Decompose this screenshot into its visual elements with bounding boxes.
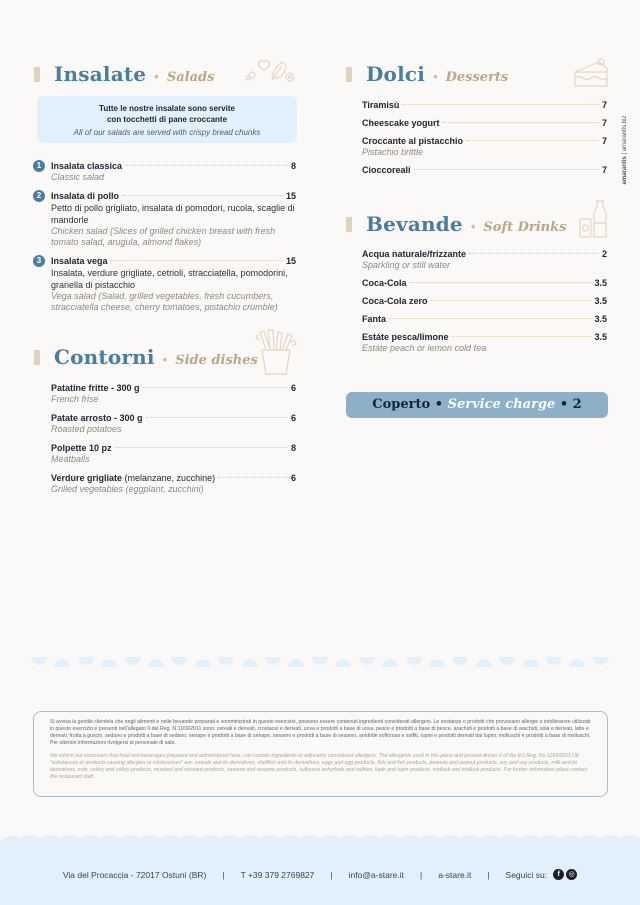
item-price: 8 <box>290 443 296 453</box>
item-price: 7 <box>601 118 607 128</box>
number-badge: 3 <box>33 255 45 267</box>
drinks-header <box>346 212 566 236</box>
title-dot: • <box>470 219 476 234</box>
item-english: French frise <box>51 394 99 404</box>
item-name: Insalata vega <box>51 256 108 266</box>
service-price: 2 <box>572 397 582 412</box>
salads-info-box <box>37 96 297 143</box>
cake-slice-icon <box>573 58 609 88</box>
item-description: Petto di pollo grigliato, insalata di pomodori, rucola, scaglie di mandorle <box>51 203 295 225</box>
salads-subtitle: Salads <box>166 70 215 85</box>
service-charge-banner <box>346 392 608 418</box>
item-price: 3.5 <box>594 296 607 306</box>
credit-url: amarantis.biz <box>622 115 628 152</box>
sides-header <box>34 345 258 369</box>
dot-leader <box>389 318 591 319</box>
desserts-list <box>362 99 607 183</box>
item-price: 7 <box>601 136 607 146</box>
item-name: Polpette 10 pz <box>51 443 112 453</box>
footer-email-link[interactable]: info@a-stare.it <box>348 869 405 880</box>
leaf-icon <box>244 58 298 86</box>
menu-item <box>362 135 607 158</box>
dot-leader <box>111 260 283 261</box>
info-line-1: Tutte le nostre insalate sono servite <box>99 104 235 113</box>
item-name: Croccante al pistacchio <box>362 136 464 146</box>
menu-item <box>362 117 607 129</box>
menu-item <box>51 382 296 405</box>
menu-item <box>362 313 607 325</box>
dot-leader <box>402 104 599 105</box>
info-line-2: con tocchetti di pane croccante <box>106 115 228 124</box>
service-it: Coperto <box>372 397 431 412</box>
separator-dot: • <box>434 397 444 412</box>
menu-item <box>36 255 296 313</box>
section-bar <box>346 67 352 82</box>
salads-title: Insalate <box>54 62 147 86</box>
dot-leader <box>218 477 288 478</box>
item-price: 3.5 <box>594 332 607 342</box>
menu-item <box>362 331 607 354</box>
item-english: Pistachio brittle <box>362 147 424 157</box>
dot-leader <box>469 253 599 254</box>
footer-website-link[interactable]: a-stare.it <box>438 869 472 880</box>
dot-leader <box>443 122 599 123</box>
facebook-icon[interactable]: f <box>553 869 564 880</box>
item-name: Patatine fritte - 300 g <box>51 383 140 393</box>
sides-title: Contorni <box>54 345 155 369</box>
item-english: Grilled vegetables (eggplant, zucchini) <box>51 484 204 494</box>
footer-phone[interactable]: T +39 379 2769827 <box>240 869 315 880</box>
item-english: Meatballs <box>51 454 90 464</box>
separator: | <box>420 869 423 880</box>
dot-leader <box>410 282 592 283</box>
footer-contact-row <box>0 869 640 880</box>
separator: | <box>330 869 333 880</box>
section-bar <box>34 350 40 365</box>
info-english: All of our salads are served with crispy bread chunks <box>73 128 261 137</box>
dot-leader <box>431 300 592 301</box>
menu-item <box>51 472 296 495</box>
salads-list <box>36 160 296 320</box>
item-price: 2 <box>601 249 607 259</box>
separator: | <box>222 869 225 880</box>
item-price: 8 <box>290 161 296 171</box>
french-fries-icon <box>254 328 298 376</box>
item-name: Coca-Cola <box>362 278 407 288</box>
menu-item <box>362 164 607 176</box>
item-name: Tiramisù <box>362 100 400 110</box>
footer-address: Via del Procaccia - 72017 Ostuni (BR) <box>62 869 207 880</box>
menu-item <box>36 160 296 183</box>
designer-credit: amarantis | amarantis.biz <box>622 115 628 185</box>
item-price: 3.5 <box>594 314 607 324</box>
title-dot: • <box>154 69 159 84</box>
item-english: Roasted potatoes <box>51 424 122 434</box>
sides-list <box>51 382 296 502</box>
item-price: 6 <box>290 413 296 423</box>
dot-leader <box>466 140 599 141</box>
item-english: Vega salad (Salad, grilled vegetables, fresh cucumbers, stracciatella cheese, cherry tomatoes, pistachio crumble) <box>51 291 278 312</box>
allergen-italian: Si avvisa la gentile clientela che negli alimenti e nelle bevande preparati e somministrati in questo esercizio, possono essere contenuti ingredienti considerati allergeni. Le sostanze o prodotti che provocano allergie o intolleranze utilizzati in questo esercizio e presenti nell'allegato II del Reg. N.1169/2011 sono: cereali e derivati, crostacei e derivati, uova e prodotti a base di uova, pesce e prodotti a base di pesce, arachidi e prodotti a base di arachidi, soia e derivati, latte e derivati, frutta a guscio, sedano e prodotti a base di sedano, senape e prodotti a base di senape, sesamo e prodotti a base di sesamo, anidride solforosa e solfiti, lupini e prodotti derivati dai lupini, molluschi e prodotti a base di molluschi. Per ulteriori informazioni rivolgersi al personale di sala. <box>50 719 591 746</box>
item-price: 6 <box>290 383 296 393</box>
credit-brand: amarantis <box>622 156 628 185</box>
bottle-can-icon <box>578 199 610 239</box>
item-name: Patate arrosto - 300 g <box>51 413 143 423</box>
follow-label: Seguici su: <box>505 869 548 880</box>
dot-leader <box>414 169 599 170</box>
item-name: Estáte pesca/limone <box>362 332 449 342</box>
menu-item <box>362 295 607 307</box>
item-description: Insalata, verdure grigliate, cetrioli, stracciatella, pomodorini, granella di pistacchio <box>51 268 288 290</box>
sides-subtitle: Side dishes <box>175 353 258 368</box>
wave-divider <box>0 832 640 842</box>
title-dot: • <box>162 352 168 367</box>
dot-leader <box>143 387 288 388</box>
dot-leader <box>146 417 288 418</box>
section-bar <box>346 217 352 232</box>
menu-item <box>51 442 296 465</box>
separator: | <box>487 869 490 880</box>
menu-item <box>51 412 296 435</box>
item-name: Cioccoreali <box>362 165 411 175</box>
dot-leader <box>122 195 283 196</box>
item-english: Estáte peach or lemon cold tea <box>362 343 487 353</box>
item-price: 7 <box>601 100 607 110</box>
item-name: Insalata di pollo <box>51 191 120 201</box>
number-badge: 1 <box>33 160 45 172</box>
item-price: 6 <box>290 473 296 483</box>
item-price: 15 <box>285 256 296 266</box>
desserts-title: Dolci <box>366 62 426 86</box>
item-name: Coca-Cola zero <box>362 296 428 306</box>
item-name: Insalata classica <box>51 161 123 171</box>
allergen-english: We inform our customers that food and beverages prepared and administered here, can contain ingredients or adjuvants considered allergens. The allergenic used in this place and present Annex II of the EU Reg. No.1169/2011 UE "substances or products causing allergies or intolerances" are: cereals and its derivatives, shellfish and its derivatives, eggs and egg products, fish and fish products, peanuts and peanut products, soy and soy products, milk and its derivatives, nuts, celery and celery products, mustard and mustard products, sesame and sesame products, sulfurous anhydride and sulfites, lupin and lupin products, mollusk and mollusk products. For further information plase contact the restaurant staff. <box>50 753 587 780</box>
allergen-notice <box>33 711 608 797</box>
number-badge: 2 <box>33 190 45 202</box>
item-price: 7 <box>601 165 607 175</box>
title-dot: • <box>433 69 438 84</box>
section-bar <box>34 67 40 82</box>
desserts-subtitle: Desserts <box>445 70 509 85</box>
item-name: Cheescake yogurt <box>362 118 440 128</box>
dot-leader <box>115 447 288 448</box>
footer <box>0 840 640 905</box>
drinks-list <box>362 248 607 361</box>
item-english: Sparkling or still water <box>362 260 451 270</box>
menu-item <box>362 99 607 111</box>
menu-item <box>362 277 607 289</box>
desserts-header <box>346 62 508 86</box>
menu-item <box>36 190 296 248</box>
dot-leader <box>125 165 288 166</box>
item-english: Classic salad <box>51 172 105 182</box>
item-price: 15 <box>285 191 296 201</box>
item-english: Chicken salad (Slices of grilled chicken breast with fresh tomato salad, arugula, almond flakes) <box>51 226 276 247</box>
scallop-divider <box>31 657 609 669</box>
service-en: Service charge <box>447 397 556 412</box>
drinks-subtitle: Soft Drinks <box>483 220 567 235</box>
item-price: 3.5 <box>594 278 607 288</box>
dot-leader <box>452 336 592 337</box>
instagram-icon[interactable]: ◎ <box>566 869 577 880</box>
item-name: Acqua naturale/frizzante <box>362 249 467 259</box>
menu-item <box>362 248 607 271</box>
drinks-title: Bevande <box>366 212 463 236</box>
separator-dot: • <box>559 397 569 412</box>
item-name: Fanta <box>362 314 387 324</box>
salads-header <box>34 62 214 86</box>
item-name: Verdure grigliate (melanzane, zucchine) <box>51 473 216 483</box>
